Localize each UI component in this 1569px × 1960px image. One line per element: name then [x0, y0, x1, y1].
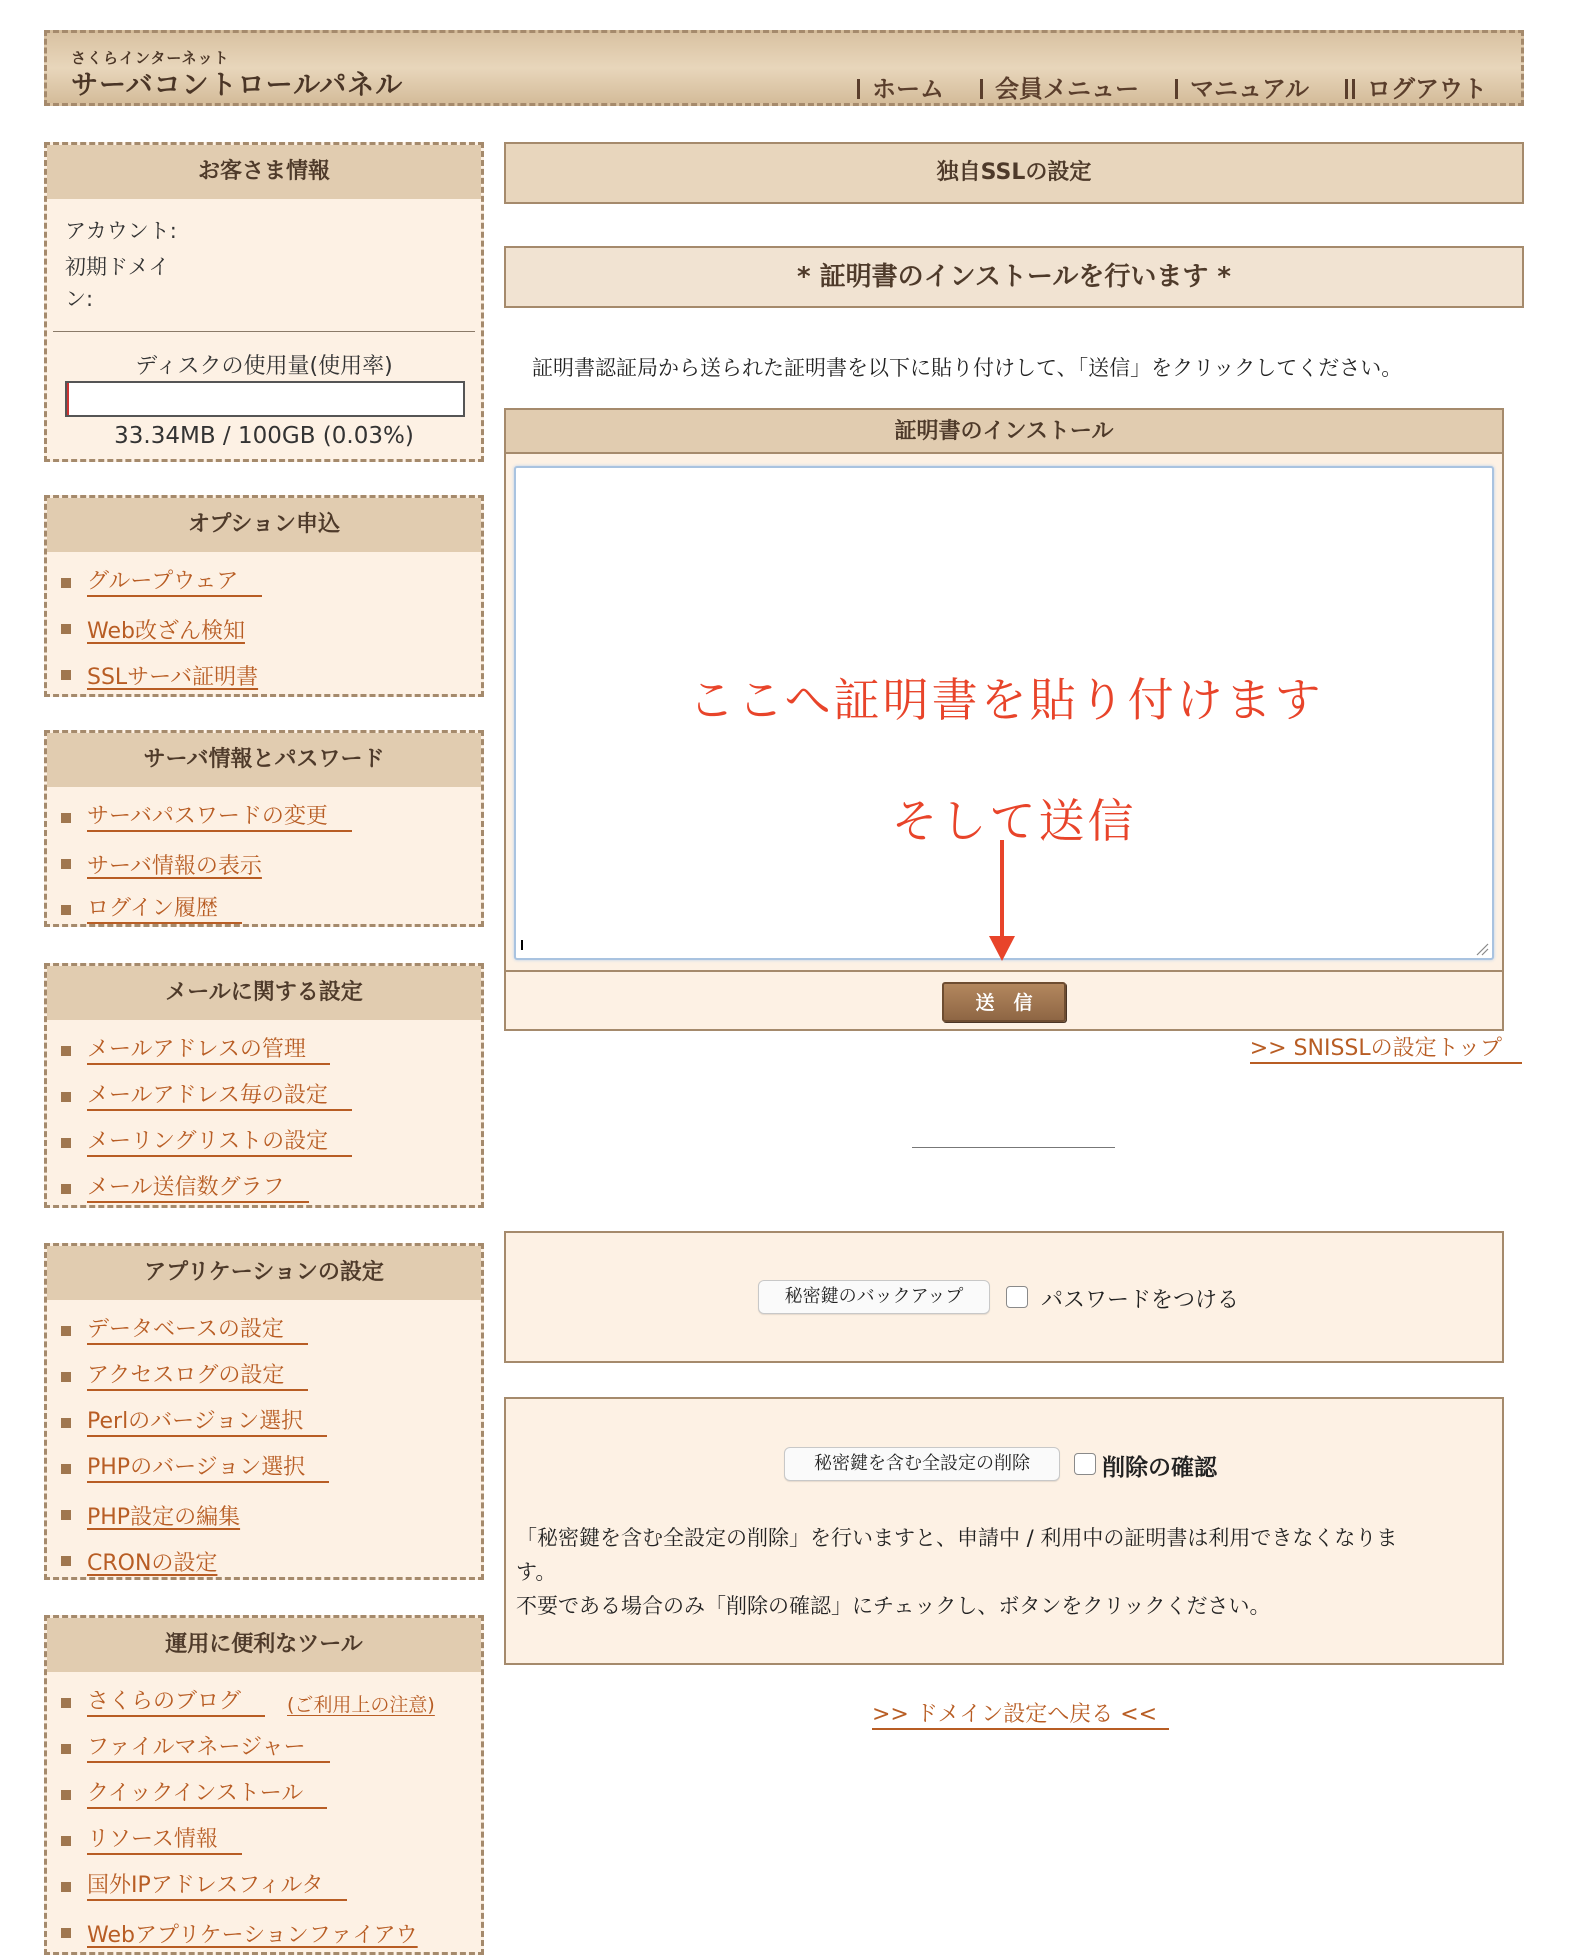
link-mailing-list[interactable]: メーリングリストの設定 [87, 1129, 352, 1157]
disk-usage-fill [67, 383, 69, 415]
app-settings-title: アプリケーションの設定 [47, 1246, 481, 1300]
submit-button[interactable]: 送 信 [942, 982, 1066, 1022]
nav-manual[interactable]: マニュアル [1175, 69, 1309, 104]
list-item [61, 1910, 481, 1956]
resize-handle-icon[interactable] [1475, 941, 1489, 955]
delete-panel [504, 1397, 1504, 1665]
link-mail-address-settings[interactable]: メールアドレス毎の設定 [87, 1083, 352, 1111]
account-label: アカウント: [65, 219, 177, 243]
options-box [44, 495, 484, 697]
backup-panel [504, 1231, 1504, 1363]
server-info-title: サーバ情報とパスワード [47, 733, 481, 787]
list-item [61, 1864, 481, 1910]
link-sakura-blog[interactable]: さくらのブログ [87, 1689, 265, 1717]
logo[interactable]: サーバコントロールパネル [71, 70, 404, 101]
delete-all-settings-button[interactable]: 秘密鍵を含む全設定の削除 [784, 1447, 1060, 1481]
mail-settings-box [44, 963, 484, 1208]
list-item [61, 606, 481, 652]
nav-member-menu[interactable]: 会員メニュー [980, 69, 1139, 104]
list-item [61, 1074, 481, 1120]
link-groupware[interactable]: グループウェア [87, 569, 262, 597]
link-file-manager[interactable]: ファイルマネージャー [87, 1735, 330, 1763]
logo-small-text: さくらインターネット [71, 49, 230, 67]
backup-key-button[interactable]: 秘密鍵のバックアップ [758, 1280, 990, 1314]
delete-warning-text-wrap: す。 [516, 1560, 557, 1584]
link-access-log[interactable]: アクセスログの設定 [87, 1363, 308, 1391]
delete-confirm-label: 削除の確認 [1102, 1455, 1217, 1481]
mail-settings-title: メールに関する設定 [47, 966, 481, 1020]
domain-label: 初期ドメイ [65, 255, 170, 279]
list-item [61, 1772, 481, 1818]
list-item [61, 841, 481, 887]
list-item [61, 1726, 481, 1772]
app-settings-box [44, 1243, 484, 1580]
paste-annotation: ここへ証明書を貼り付けます [688, 673, 1324, 727]
disk-usage-label: ディスクの使用量(使用率) [135, 354, 393, 379]
delete-warning-text: 「秘密鍵を含む全設定の削除」を行いますと、申請中 / 利用中の証明書は利用できなくなりま [516, 1526, 1398, 1550]
link-php-version[interactable]: PHPのバージョン選択 [87, 1455, 329, 1483]
install-title: 証明書のインストール [506, 410, 1502, 454]
delete-instruction-text: 不要である場合のみ「削除の確認」にチェックし、ボタンをクリックください。 [516, 1594, 1271, 1618]
link-php-settings[interactable]: PHP設定の編集 [87, 1504, 241, 1530]
link-blog-note[interactable]: (ご利用上の注意) [287, 1693, 435, 1716]
list-item [61, 1354, 481, 1400]
nav-home[interactable]: ホーム [857, 69, 944, 104]
link-mail-send-graph[interactable]: メール送信数グラフ [87, 1175, 309, 1203]
arrow-down-icon [988, 840, 1016, 962]
customer-info-title: お客さま情報 [47, 145, 481, 199]
list-item [61, 560, 481, 606]
disk-usage-bar [65, 381, 465, 417]
section-subtitle: * 証明書のインストールを行います * [504, 246, 1524, 308]
options-title: オプション申込 [47, 498, 481, 552]
link-cron[interactable]: CRONの設定 [87, 1550, 218, 1576]
list-item [61, 652, 481, 698]
list-item [61, 1680, 481, 1726]
link-server-info[interactable]: サーバ情報の表示 [87, 853, 262, 879]
panel-divider [506, 970, 1502, 972]
link-database[interactable]: データベースの設定 [87, 1317, 308, 1345]
submit-annotation: そして送信 [891, 794, 1137, 848]
list-item [61, 1308, 481, 1354]
list-item [61, 795, 481, 841]
list-item [61, 887, 481, 933]
list-item [61, 1166, 481, 1212]
delete-confirm-checkbox[interactable] [1074, 1453, 1096, 1475]
list-item [61, 1120, 481, 1166]
link-web-tamper-detect[interactable]: Web改ざん検知 [87, 618, 245, 644]
top-nav [857, 69, 1523, 104]
link-ssl-certificate[interactable]: SSLサーバ証明書 [87, 664, 259, 690]
link-ip-filter[interactable]: 国外IPアドレスフィルタ [87, 1873, 347, 1901]
separator-line [912, 1147, 1115, 1148]
install-panel [504, 408, 1504, 1031]
password-label: パスワードをつける [1041, 1288, 1240, 1313]
link-login-history[interactable]: ログイン履歴 [87, 896, 242, 924]
text-cursor [521, 940, 523, 950]
link-quick-install[interactable]: クイックインストール [87, 1781, 327, 1809]
customer-info-box [44, 142, 484, 462]
tools-box [44, 1615, 484, 1955]
password-checkbox[interactable] [1006, 1286, 1028, 1308]
link-resource-info[interactable]: リソース情報 [87, 1827, 242, 1855]
header [44, 30, 1524, 106]
tools-title: 運用に便利なツール [47, 1618, 481, 1672]
link-waf[interactable]: Webアプリケーションファイアウ [87, 1922, 418, 1948]
list-item [61, 1400, 481, 1446]
list-item [61, 1492, 481, 1538]
disk-usage-value: 33.34MB / 100GB (0.03%) [114, 423, 414, 449]
back-to-domain-link[interactable]: >> ドメイン設定へ戻る << [872, 1702, 1169, 1730]
page-title: 独自SSLの設定 [504, 142, 1524, 204]
domain-label-wrap: ン: [65, 287, 94, 311]
list-item [61, 1538, 481, 1584]
sni-ssl-top-link[interactable]: >> SNISSLの設定トップ [1250, 1036, 1522, 1064]
link-perl-version[interactable]: Perlのバージョン選択 [87, 1409, 327, 1437]
instruction-text: 証明書認証局から送られた証明書を以下に貼り付けして、「送信」をクリックしてください。 [532, 356, 1403, 380]
list-item [61, 1028, 481, 1074]
link-mail-address-manage[interactable]: メールアドレスの管理 [87, 1037, 330, 1065]
server-info-box [44, 730, 484, 927]
nav-logout[interactable]: ログアウト [1345, 69, 1487, 104]
list-item [61, 1818, 481, 1864]
divider [53, 331, 475, 332]
link-server-password[interactable]: サーバパスワードの変更 [87, 804, 352, 832]
list-item [61, 1446, 481, 1492]
